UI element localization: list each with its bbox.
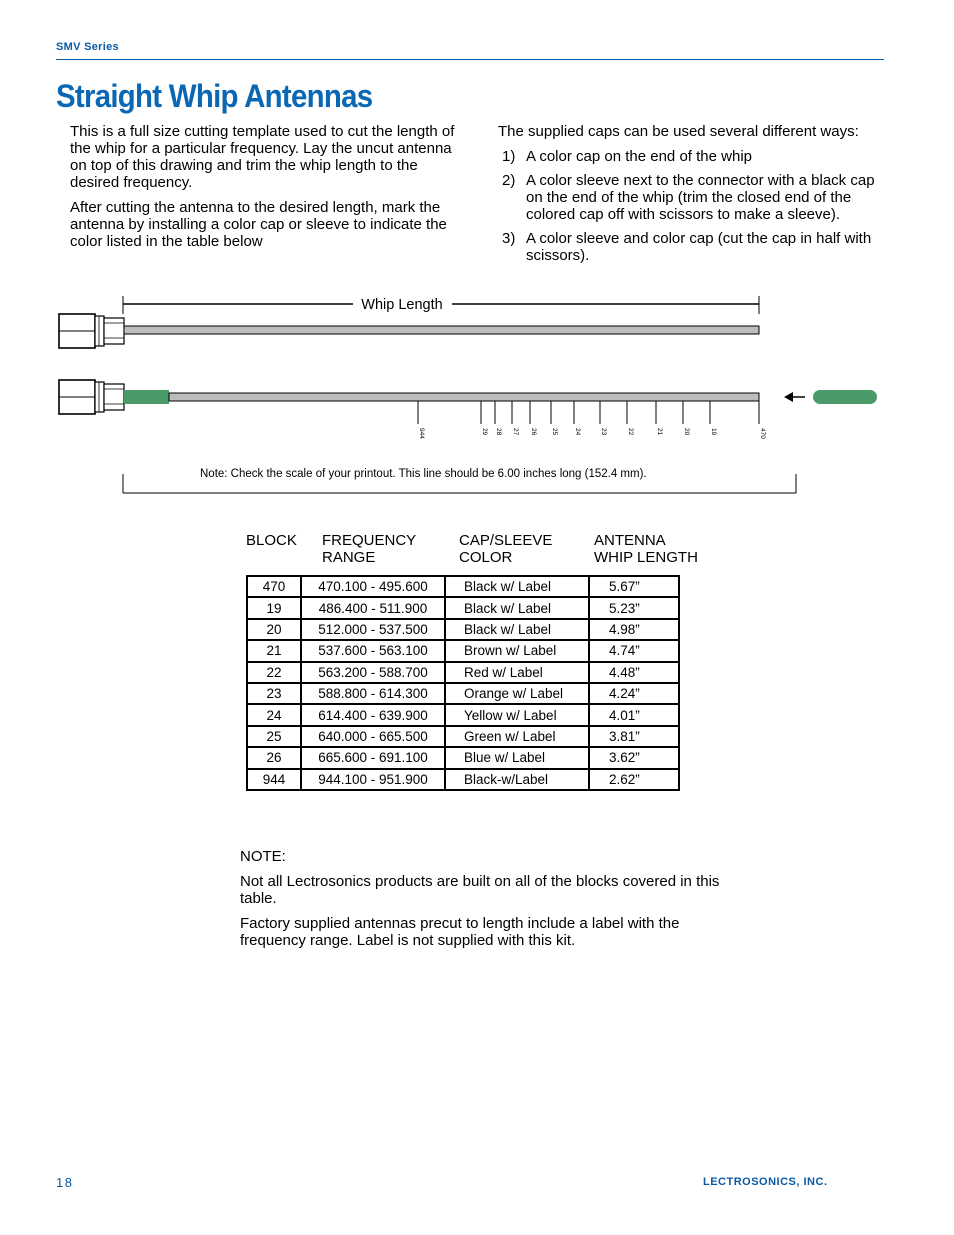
scale-note: Note: Check the scale of your printout. This line should be 6.00 inches long (152.4 mm). <box>200 468 647 480</box>
cut-mark-label: 25 <box>551 428 558 436</box>
table-row <box>247 726 679 747</box>
series-label: SMV Series <box>56 41 119 53</box>
cut-mark-label: 470 <box>759 428 766 439</box>
frequency-cell: 588.800 - 614.300 <box>301 683 445 704</box>
block-cell: 23 <box>247 683 301 704</box>
block-cell: 944 <box>247 769 301 790</box>
block-cell: 470 <box>247 576 301 597</box>
length-cell: 4.74” <box>589 640 679 661</box>
frequency-cell: 486.400 - 511.900 <box>301 597 445 618</box>
frequency-cell: 537.600 - 563.100 <box>301 640 445 661</box>
company-name: LECTROSONICS, INC. <box>703 1176 828 1188</box>
frequency-cell: 512.000 - 537.500 <box>301 619 445 640</box>
cut-mark-label: 28 <box>495 428 502 436</box>
table-row <box>247 597 679 618</box>
color-cell: Black w/ Label <box>445 576 589 597</box>
header-frequency <box>322 532 416 566</box>
color-cell: Blue w/ Label <box>445 747 589 768</box>
color-cell: Black w/ Label <box>445 619 589 640</box>
cut-mark-label: 24 <box>574 428 581 436</box>
intro-paragraph-2: After cutting the antenna to the desired length, mark the antenna by installing a color cap or sleeve to indicate the color listed in the table below <box>70 199 447 250</box>
cutting-template-diagram <box>0 0 954 500</box>
cut-mark-label: 19 <box>710 428 717 436</box>
table-row <box>247 619 679 640</box>
block-cell: 24 <box>247 704 301 725</box>
block-cell: 22 <box>247 662 301 683</box>
note-heading: NOTE: <box>240 848 286 865</box>
color-sleeve <box>124 390 169 404</box>
table-row <box>247 704 679 725</box>
length-cell: 4.24” <box>589 683 679 704</box>
frequency-cell: 614.400 - 639.900 <box>301 704 445 725</box>
cut-mark-label: 20 <box>683 428 690 436</box>
header-line: WHIP LENGTH <box>594 549 698 566</box>
color-cap <box>813 390 877 404</box>
block-cell: 20 <box>247 619 301 640</box>
block-cell: 19 <box>247 597 301 618</box>
cut-mark-label: 23 <box>600 428 607 436</box>
header-color <box>459 532 552 566</box>
table-row <box>247 640 679 661</box>
length-cell: 5.67” <box>589 576 679 597</box>
note-block <box>240 848 720 957</box>
frequency-cell: 640.000 - 665.500 <box>301 726 445 747</box>
connector-icon <box>59 380 124 414</box>
table-row <box>247 769 679 790</box>
caps-intro: The supplied caps can be used several different ways: <box>498 123 859 140</box>
list-text: A color cap on the end of the whip <box>526 148 752 165</box>
note-paragraph-1: Not all Lectrosonics products are built on all of the blocks covered in this table. <box>240 873 720 907</box>
block-cell: 26 <box>247 747 301 768</box>
header-block <box>246 532 297 549</box>
table-row <box>247 576 679 597</box>
header-line: ANTENNA <box>594 532 666 549</box>
list-number: 2) <box>502 172 516 189</box>
header-line: BLOCK <box>246 532 297 549</box>
length-cell: 5.23” <box>589 597 679 618</box>
color-cell: Black-w/Label <box>445 769 589 790</box>
list-number: 3) <box>502 230 516 247</box>
header-line: RANGE <box>322 549 376 566</box>
frequency-cell: 665.600 - 691.100 <box>301 747 445 768</box>
cut-mark-label: 27 <box>512 428 519 436</box>
length-cell: 3.62” <box>589 747 679 768</box>
length-cell: 2.62” <box>589 769 679 790</box>
color-cell: Green w/ Label <box>445 726 589 747</box>
cut-mark-label: 29 <box>481 428 488 436</box>
intro-paragraph-1: This is a full size cutting template used to cut the length of the whip for a particular frequency. Lay the uncut antenna on top of this drawing and trim the whip length to the desired frequency. <box>70 123 455 191</box>
cut-marks <box>418 401 766 439</box>
list-text: A color sleeve and color cap (cut the cap in half with scissors). <box>526 230 872 264</box>
header-line: FREQUENCY <box>322 532 417 549</box>
note-paragraph-2: Factory supplied antennas precut to length include a label with the frequency range. Label is not supplied with this kit. <box>240 915 680 949</box>
header-line: CAP/SLEEVE <box>459 532 553 549</box>
table-row <box>247 662 679 683</box>
whip-length-label: Whip Length <box>361 297 443 313</box>
length-cell: 4.48” <box>589 662 679 683</box>
table-row <box>247 683 679 704</box>
cut-mark-label: 944 <box>418 428 425 439</box>
page-number: 18 <box>56 1175 74 1190</box>
whip-template <box>169 393 759 401</box>
frequency-table <box>246 575 680 791</box>
color-cell: Orange w/ Label <box>445 683 589 704</box>
color-cell: Red w/ Label <box>445 662 589 683</box>
whip-uncut <box>124 326 759 334</box>
length-cell: 4.98” <box>589 619 679 640</box>
connector-icon <box>59 314 124 348</box>
color-cell: Brown w/ Label <box>445 640 589 661</box>
list-text: A color sleeve next to the connector with a black cap on the end of the whip (trim the closed end of the colored cap off with scissors to make a sleeve). <box>526 172 875 223</box>
page-title: Straight Whip Antennas <box>56 78 373 114</box>
table-row <box>247 747 679 768</box>
cut-mark-label: 22 <box>627 428 634 436</box>
color-cell: Yellow w/ Label <box>445 704 589 725</box>
block-cell: 25 <box>247 726 301 747</box>
length-cell: 4.01” <box>589 704 679 725</box>
header-length <box>594 532 698 566</box>
frequency-cell: 944.100 - 951.900 <box>301 769 445 790</box>
arrow-left-icon <box>784 392 805 402</box>
color-cell: Black w/ Label <box>445 597 589 618</box>
frequency-cell: 563.200 - 588.700 <box>301 662 445 683</box>
list-number: 1) <box>502 148 516 165</box>
cut-mark-label: 21 <box>656 428 663 436</box>
header-line: COLOR <box>459 549 513 566</box>
length-cell: 3.81” <box>589 726 679 747</box>
block-cell: 21 <box>247 640 301 661</box>
cut-mark-label: 26 <box>530 428 537 436</box>
frequency-cell: 470.100 - 495.600 <box>301 576 445 597</box>
